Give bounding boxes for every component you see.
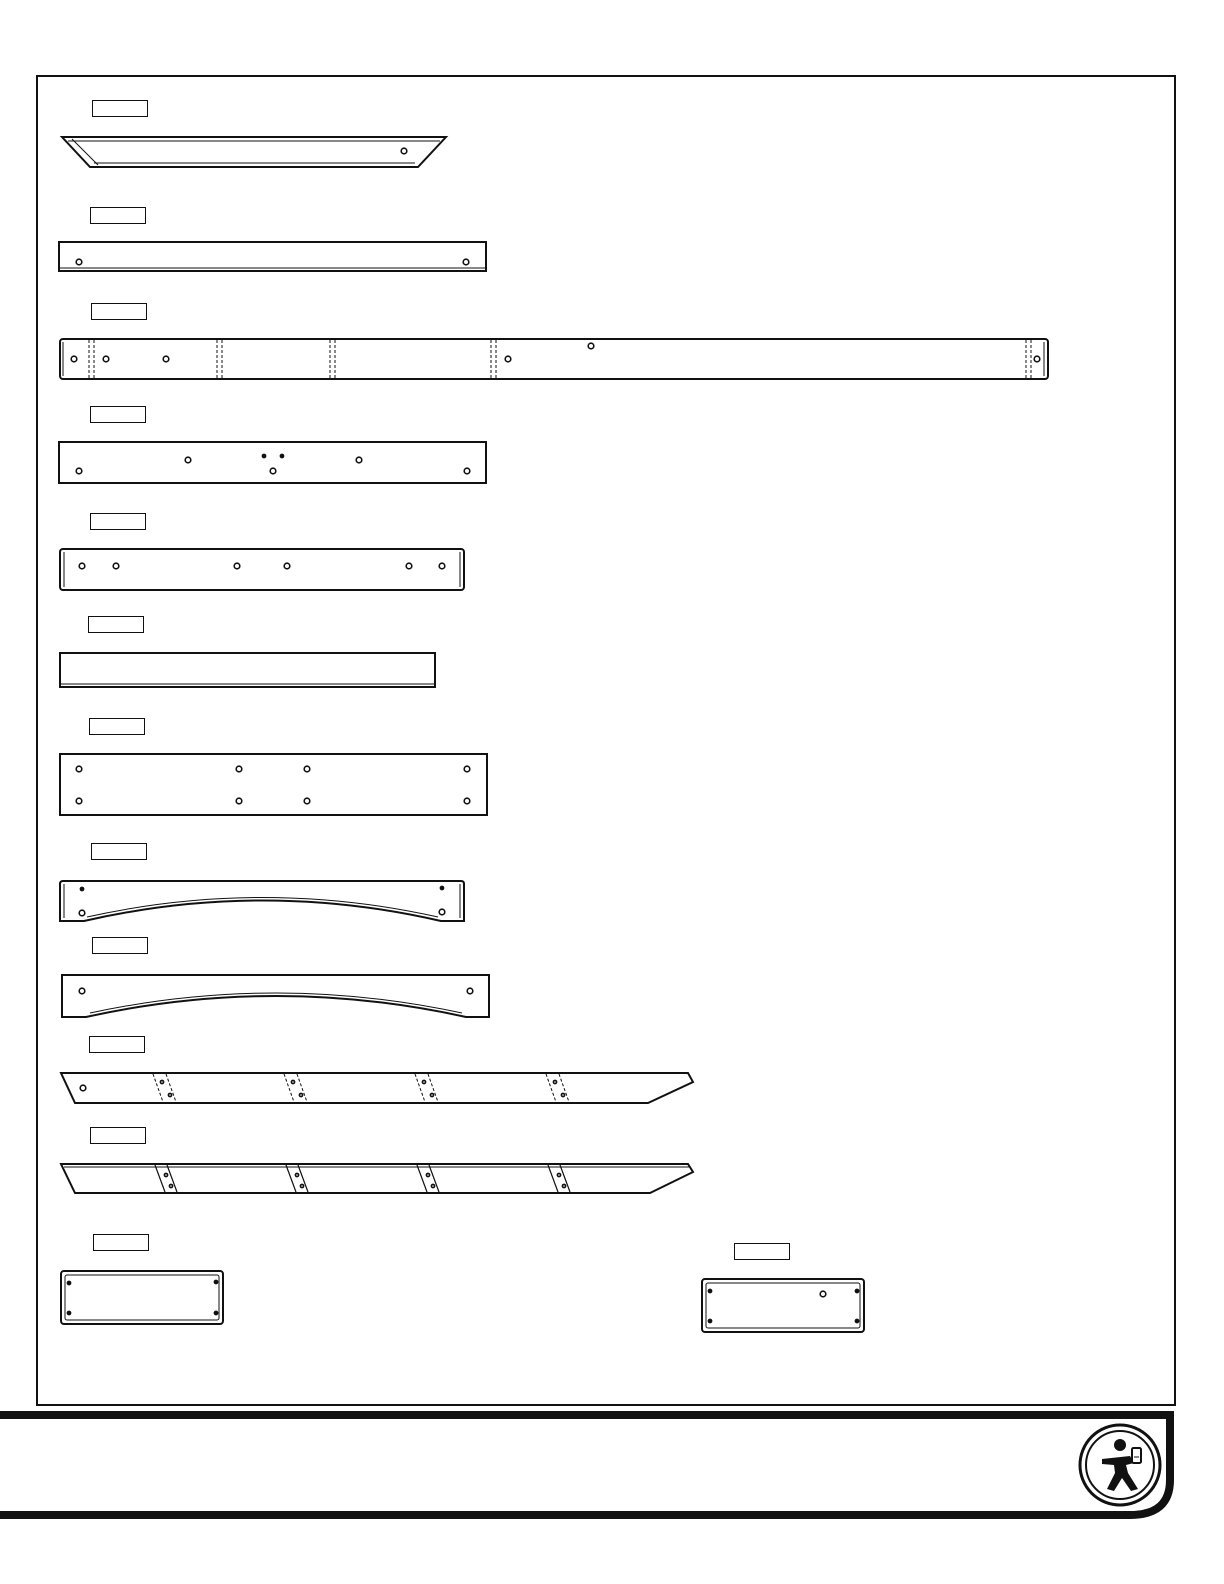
part-12-small-plate xyxy=(61,1271,223,1324)
part-4-board xyxy=(59,442,486,483)
part-8-arched-rail xyxy=(60,881,464,921)
part-3-long-rail xyxy=(60,339,1048,379)
part-9-arched-rail xyxy=(62,975,489,1017)
person-with-phone-icon xyxy=(1078,1423,1162,1507)
part-2-short-rail xyxy=(59,242,486,271)
part-11-angled-rail xyxy=(61,1164,693,1193)
part-6-plain-board xyxy=(60,653,435,687)
part-7-wide-board xyxy=(60,754,487,815)
footer-band xyxy=(0,1410,1224,1530)
part-1-mitered-rail xyxy=(62,137,446,167)
part-5-board xyxy=(60,549,464,590)
part-10-angled-rail xyxy=(61,1073,693,1103)
part-13-small-plate xyxy=(702,1279,864,1332)
